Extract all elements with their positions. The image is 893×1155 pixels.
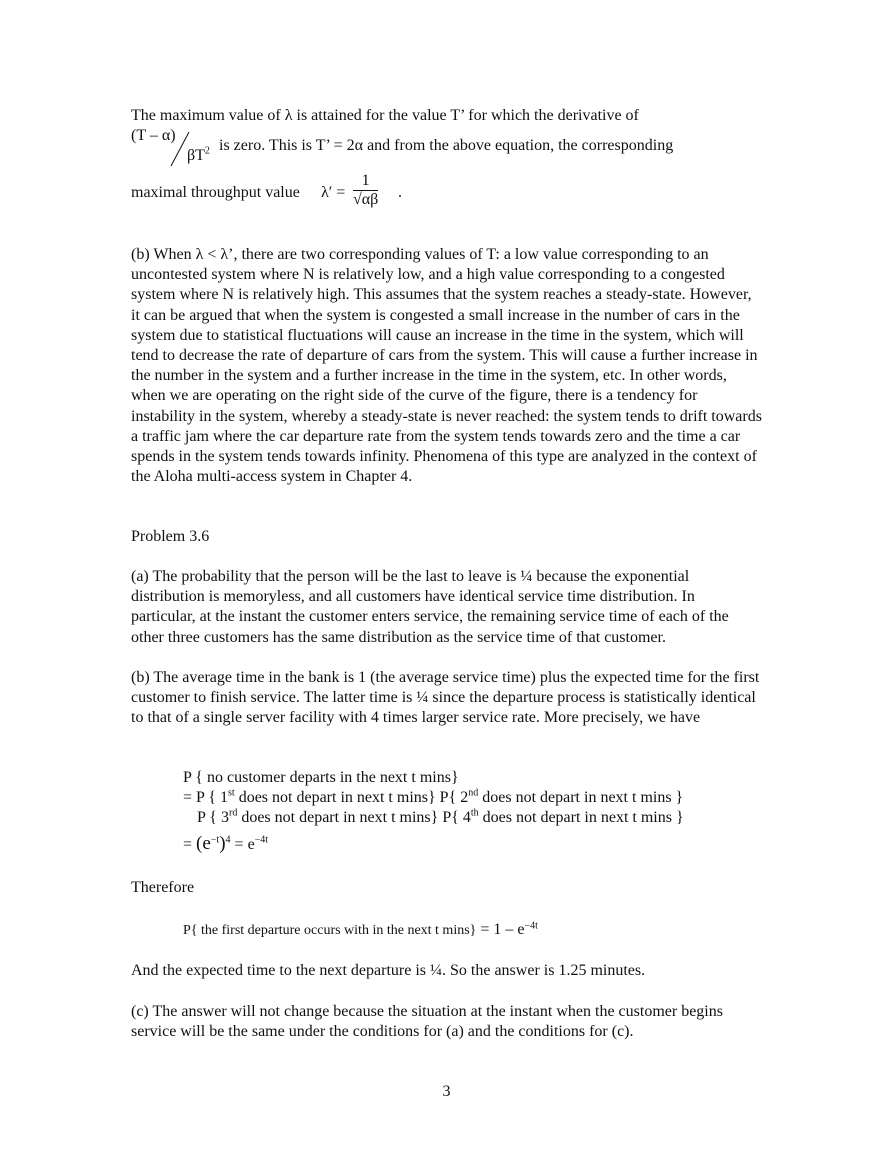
eq-l2-a: = P { 1 (183, 789, 229, 806)
throughput-numerator: 1 (353, 172, 378, 191)
eq-line-4 (183, 834, 268, 855)
eq-l4-a: = (183, 836, 193, 853)
therefore-label: Therefore (131, 879, 195, 896)
paragraph-b-instability: (b) When λ < λ’, there are two corresponding values of T: a low value corresponding to an uncontested system where N is relatively low, and a high value corresponding to a congested system where N is relatively high. This assumes that the system reaches a steady-state. However, it can be argued that when the system is congested a small increase in the number of cars in the system due to statistical fluctuations will cause an increase in the time in the system, which will tend to decrease the rate of departure of cars from the system. This will cause a further increase in the number in the system and a further increase in the time in the system, etc. In other words, when we are operating on the right side of the curve of the figure, there is a tendency for instability in the system, whereby a steady-state is never reached: the system tends to drift towards a traffic jam where the car departure rate from the system tends towards zero and the time a car spends in the system tends towards infinity. Phenomena of this type are analyzed in the context of the Aloha multi-access system in Chapter 4. (131, 246, 762, 486)
eq-l3-a: P { 3 (197, 809, 229, 826)
eq-line-1: P { no customer departs in the next t mins} (183, 769, 459, 786)
page-number: 3 (442, 1083, 451, 1100)
eq-l4-d: = e (230, 836, 255, 853)
fraction-denominator (187, 146, 210, 166)
fraction-numerator: (T – α) (131, 127, 176, 144)
lambda-prime: λ′ = (321, 184, 346, 201)
derivative-line-rest: is zero. This is T’ = 2α and from the above equation, the corresponding (219, 137, 674, 154)
eq-l2-c: does not depart in next t mins } (478, 789, 684, 806)
eq-l4-sup2: 4 (225, 834, 231, 846)
eq-l4-c: ) (219, 833, 226, 854)
paragraph-a: (a) The probability that the person will be the last to leave is ¼ because the exponential distribution is memoryless, and all customers have identical service time distribution. In particular, at the instant the customer enters service, the remaining service time of each of the other three customers has the same distribution as the service time of that customer. (131, 568, 729, 646)
eq-l2-b: does not depart in next t mins} P{ 2 (234, 789, 469, 806)
eq-line-2 (183, 788, 683, 808)
throughput-fraction (353, 172, 378, 209)
fraction-denominator-text: βT (187, 147, 205, 164)
throughput-suffix: . (398, 184, 402, 201)
fraction-denominator-exp: 2 (204, 145, 210, 157)
throughput-denominator: √αβ (353, 191, 379, 208)
eq2-sup: −4t (524, 920, 538, 932)
eq2-rhs: = 1 – e (476, 921, 525, 938)
eq-l3-sup2: th (470, 807, 479, 819)
eq-l3-b: does not depart in next t mins} P{ 4 (237, 809, 471, 826)
throughput-prefix: maximal throughput value (131, 184, 300, 201)
eq-l3-c: does not depart in next t mins } (478, 809, 684, 826)
problem-heading: Problem 3.6 (131, 528, 210, 545)
eq-l4-sup1: −t (210, 834, 220, 846)
eq-l3-sup1: rd (228, 807, 238, 819)
eq2-text: P{ the first departure occurs with in the next t mins} (183, 923, 477, 938)
max-value-line1: The maximum value of λ is attained for the value T’ for which the derivative of (131, 107, 639, 124)
paragraph-expected-time: And the expected time to the next departure is ¼. So the answer is 1.25 minutes. (131, 962, 646, 979)
paragraph-c: (c) The answer will not change because the situation at the instant when the customer begins service will be the same under the conditions for (a) and the conditions for (c). (131, 1003, 723, 1041)
derivative-line (131, 124, 763, 170)
eq-line-3 (197, 808, 684, 828)
eq-l2-sup2: nd (468, 787, 479, 799)
throughput-line (131, 172, 763, 222)
paragraph-b-average-time: (b) The average time in the bank is 1 (the average service time) plus the expected time for the first customer to finish service. The latter time is ¼ since the departure process is statistically identical to that of a single server facility with 4 times larger service rate. More precisely, we have (131, 669, 760, 727)
eq-l4-sup3: −4t (254, 834, 269, 846)
eq-l4-b: (e (196, 833, 211, 854)
eq-l2-sup1: st (228, 787, 235, 799)
eq2-line (183, 920, 538, 941)
